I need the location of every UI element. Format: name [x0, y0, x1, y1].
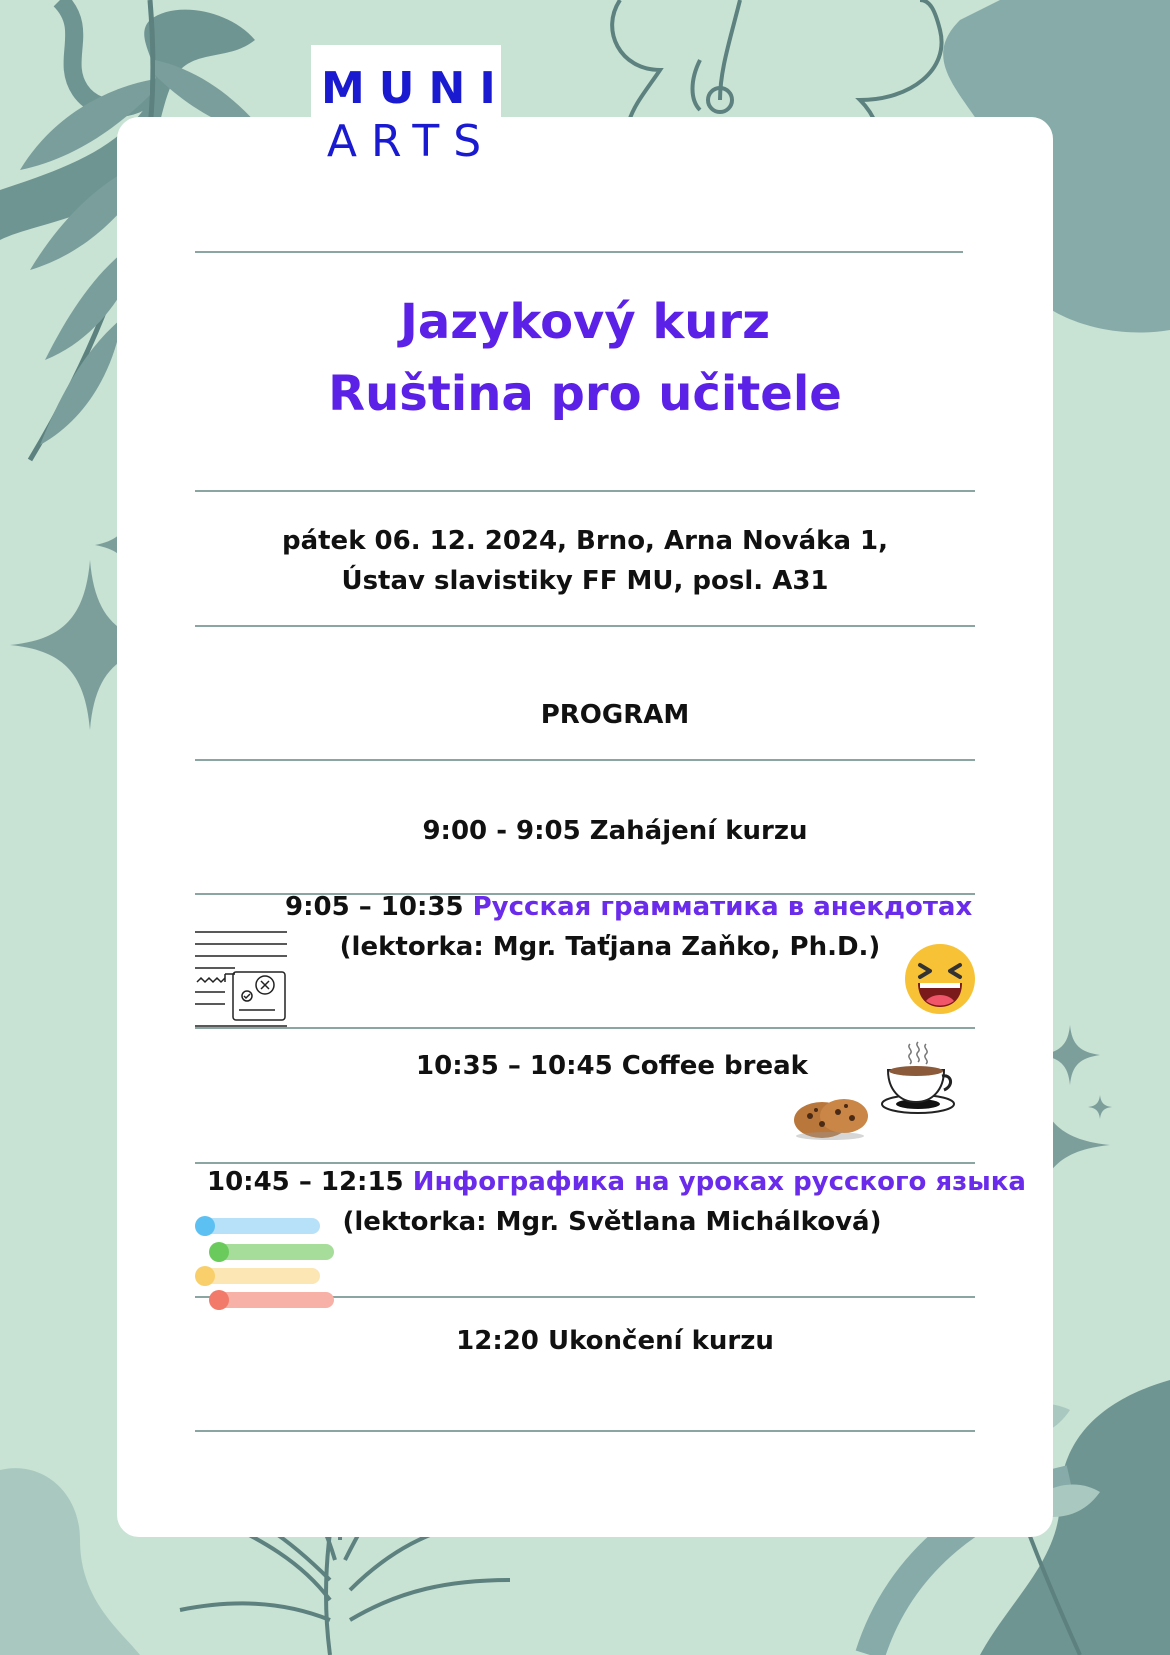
program-heading: PROGRAM	[540, 700, 690, 730]
laughing-emoji-icon	[904, 943, 976, 1015]
program-title: Инфографика на уроках русского языка	[412, 1167, 1026, 1197]
program-time: 12:20	[456, 1326, 539, 1356]
divider	[195, 490, 975, 492]
course-subtitle: Ruština pro učitele	[328, 366, 842, 422]
program-title: Coffee break	[621, 1051, 808, 1081]
logo-line-arts: ARTS	[326, 116, 496, 167]
divider	[195, 1027, 975, 1029]
program-item-grammar	[285, 894, 972, 920]
cookies-icon	[792, 1092, 872, 1142]
divider	[195, 1162, 975, 1164]
program-item-infographics	[207, 1169, 1026, 1195]
divider	[195, 759, 975, 761]
program-time: 10:45 – 12:15	[207, 1167, 404, 1197]
program-title: Ukončení kurzu	[547, 1326, 774, 1356]
program-title: Русская грамматика в анекдотах	[472, 892, 973, 922]
divider	[195, 1430, 975, 1432]
program-lecturer: (lektorka: Mgr. Taťjana Zaňko, Ph.D.)	[339, 932, 881, 962]
program-item-opening	[117, 818, 1113, 844]
program-time: 9:05 – 10:35	[285, 892, 464, 922]
program-title: Zahájení kurzu	[589, 816, 808, 846]
program-time: 10:35 – 10:45	[416, 1051, 613, 1081]
program-time: 9:00 - 9:05	[422, 816, 581, 846]
divider	[195, 625, 975, 627]
event-date-place: pátek 06. 12. 2024, Brno, Arna Nováka 1,	[281, 526, 889, 556]
program-item-coffee-break	[117, 1053, 1107, 1079]
event-venue: Ústav slavistiky FF MU, posl. A31	[341, 566, 829, 596]
program-lecturer: (lektorka: Mgr. Světlana Michálková)	[342, 1207, 882, 1237]
infographic-bars-icon	[194, 1216, 340, 1312]
muni-arts-logo	[311, 45, 510, 170]
document-checklist-icon	[195, 930, 290, 1030]
coffee-cup-icon	[880, 1040, 956, 1116]
program-item-closing	[117, 1328, 1113, 1354]
logo-line-muni: MUNI	[321, 63, 510, 114]
course-title: Jazykový kurz	[399, 294, 771, 350]
divider	[195, 251, 963, 253]
